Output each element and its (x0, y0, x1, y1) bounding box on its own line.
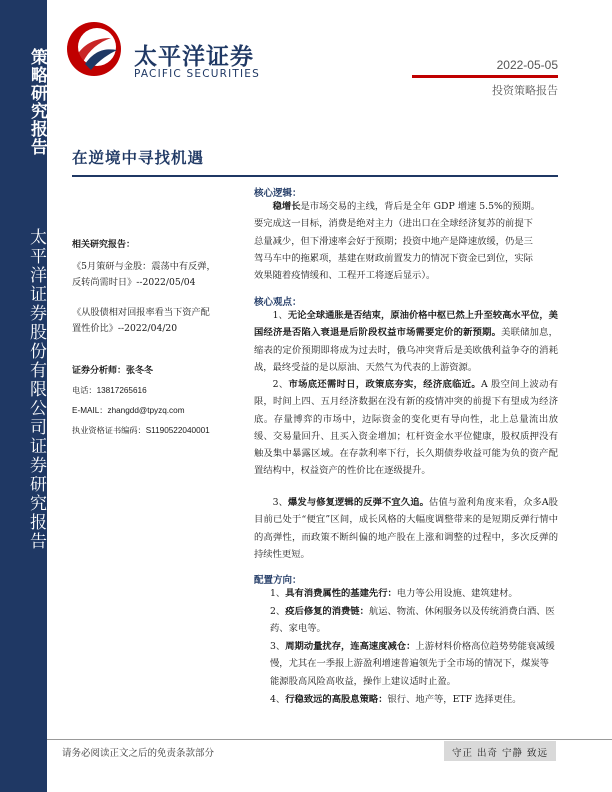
report-title: 在逆境中寻找机遇 (72, 148, 205, 167)
allocation-heading: 配置方向： (254, 575, 302, 586)
logo-english-name: PACIFIC SECURITIES (134, 68, 261, 80)
core-logic-line-3: 总量减少，但下滑速率会好于预期；投资中地产是降速放缓，仍是三 (254, 235, 533, 247)
report-type: 投资策略报告 (492, 84, 558, 97)
allocation-item-4-number: 4、 (270, 694, 286, 705)
related-reports-heading: 相关研究报告： (72, 240, 136, 250)
allocation-item-2-bold: 疫后修复的消费链： (285, 606, 369, 617)
pacific-logo-icon (65, 20, 123, 78)
core-view-2 (254, 376, 558, 480)
logo-chinese-name: 太平洋证券 (134, 44, 254, 70)
allocation-item-1-bold: 具有消费属性的基建先行： (285, 588, 397, 599)
allocation-item-3-number: 3、 (270, 641, 286, 652)
header-red-rule (412, 75, 558, 78)
allocation-item-4-text: 银行、地产等，ETF 选择更佳。 (387, 694, 522, 705)
core-view-3-text: 估值与盈利角度来看，众多A股目前已处于“便宜”区间，成长风格的大幅度调整带来的是短期反弹行情中的高弹性，而政策不断纠偏的地产股在上涨和调整的过程中，多次反弹的持续性更短。 (254, 497, 558, 560)
core-view-1-text: 美联储加息，缩表的定价预期即将成为过去时，俄乌冲突背后是美欧俄利益争夺的消耗战，最终受益的是以原油、天然气为代表的上游资源。 (254, 327, 558, 373)
footer-rule (47, 739, 612, 740)
sidebar-report-category: 策略研究报告 (27, 48, 47, 156)
sidebar-company-label: 太平洋证券股份有限公司证券研究报告 (26, 228, 46, 551)
core-view-3-bold: 爆发与修复逻辑的反弹不宜久追。 (288, 497, 430, 508)
related-report-2-line1: 《从股债相对回报率看当下资产配 (72, 307, 210, 318)
related-report-2[interactable] (72, 305, 248, 337)
title-underline (72, 175, 558, 177)
related-report-2-line2: 置性价比》--2022/04/20 (72, 323, 178, 334)
core-view-2-text: A 股空间上波动有限，时间上四、五月经济数据在没有新的疫情冲突的前提下有望成为经济底。存量博弈的市场中，边际资金的变化更有导向性，北上总量流出放缓、交易量回升、且买入资金增加；杠杆资金水平位健康，股权质押没有触及集中暴露区域。在存款利率下行，长久期债券收益可能为负的资产配置结构中，权益资产的性价比在逐级提升。 (254, 379, 558, 477)
related-report-1[interactable] (72, 259, 248, 291)
sidebar-bottom (0, 228, 47, 551)
footer-motto: 守正 出奇 宁静 致远 (451, 748, 549, 759)
allocation-item-1 (270, 585, 558, 602)
allocation-item-3 (270, 638, 558, 690)
allocation-item-4 (270, 691, 558, 708)
core-view-3 (254, 494, 558, 563)
core-logic-line-5: 效果随着疫情缓和、工程开工将逐后显示）。 (254, 270, 436, 282)
core-logic-line-4: 驾马车中的拖累项，基建在财政前置发力的情况下资金已到位，实际 (254, 252, 533, 264)
allocation-item-2-text: 航运、物流、休闲服务以及传统消费白酒、医药、家电等。 (270, 606, 555, 635)
core-logic-paragraph (254, 198, 558, 284)
allocation-item-2-number: 2、 (270, 606, 286, 617)
core-view-1-bold: 无论全球通胀是否结束，原油价格中枢已然上升至较高水平位，美国经济是否陷入衰退是后阶段权益市场需要定价的新预期。 (254, 310, 558, 339)
core-views-heading: 核心观点： (254, 297, 302, 308)
analyst-certificate: 执业资格证书编码：S1190522040001 (72, 426, 210, 435)
analyst-heading: 证券分析师：张冬冬 (72, 366, 154, 376)
analyst-email[interactable]: E-MAIL：zhangdd@tpyzq.com (72, 406, 185, 415)
related-report-1-line1: 《5月策研与金股：震荡中有反弹， (72, 261, 216, 272)
core-view-2-bold: 市场底还需时日，政策底夯实，经济底临近。 (288, 379, 481, 390)
allocation-item-1-text: 电力等公用设施、建筑建材。 (396, 588, 518, 599)
core-logic-line-2: 要完成这一目标，消费是绝对主力（进出口在全球经济复苏的前提下 (254, 218, 533, 230)
core-view-1-number: 1、 (272, 310, 288, 321)
core-view-3-number: 3、 (272, 497, 289, 508)
allocation-item-1-number: 1、 (270, 588, 286, 599)
related-report-1-line2: 反转尚需时日》--2022/05/04 (72, 277, 196, 288)
core-logic-lead: 稳增长 (272, 201, 301, 212)
analyst-phone: 电话：13817265616 (72, 386, 147, 395)
footer-disclaimer[interactable]: 请务必阅读正文之后的免责条款部分 (62, 748, 215, 759)
allocation-item-3-text: 上游材料价格高位趋势势能衰减缓慢，尤其在一季报上游盈利增速普遍领先于全市场的情况下，煤炭等能源股高风险高收益，操作上建议适时止盈。 (270, 641, 555, 687)
core-view-1 (254, 307, 558, 376)
allocation-item-3-bold: 周期动量扰存，连高速度减仓： (285, 641, 416, 652)
sidebar-top (0, 48, 47, 156)
report-date: 2022-05-05 (496, 58, 558, 72)
core-logic-heading: 核心逻辑： (254, 188, 302, 199)
core-view-2-number: 2、 (272, 379, 289, 390)
allocation-item-4-bold: 行稳致远的高股息策略： (285, 694, 388, 705)
core-logic-line-1: 是市场交易的主线，背后是全年 GDP 增速 5.5%的预期。 (300, 201, 541, 212)
allocation-item-2 (270, 603, 558, 638)
